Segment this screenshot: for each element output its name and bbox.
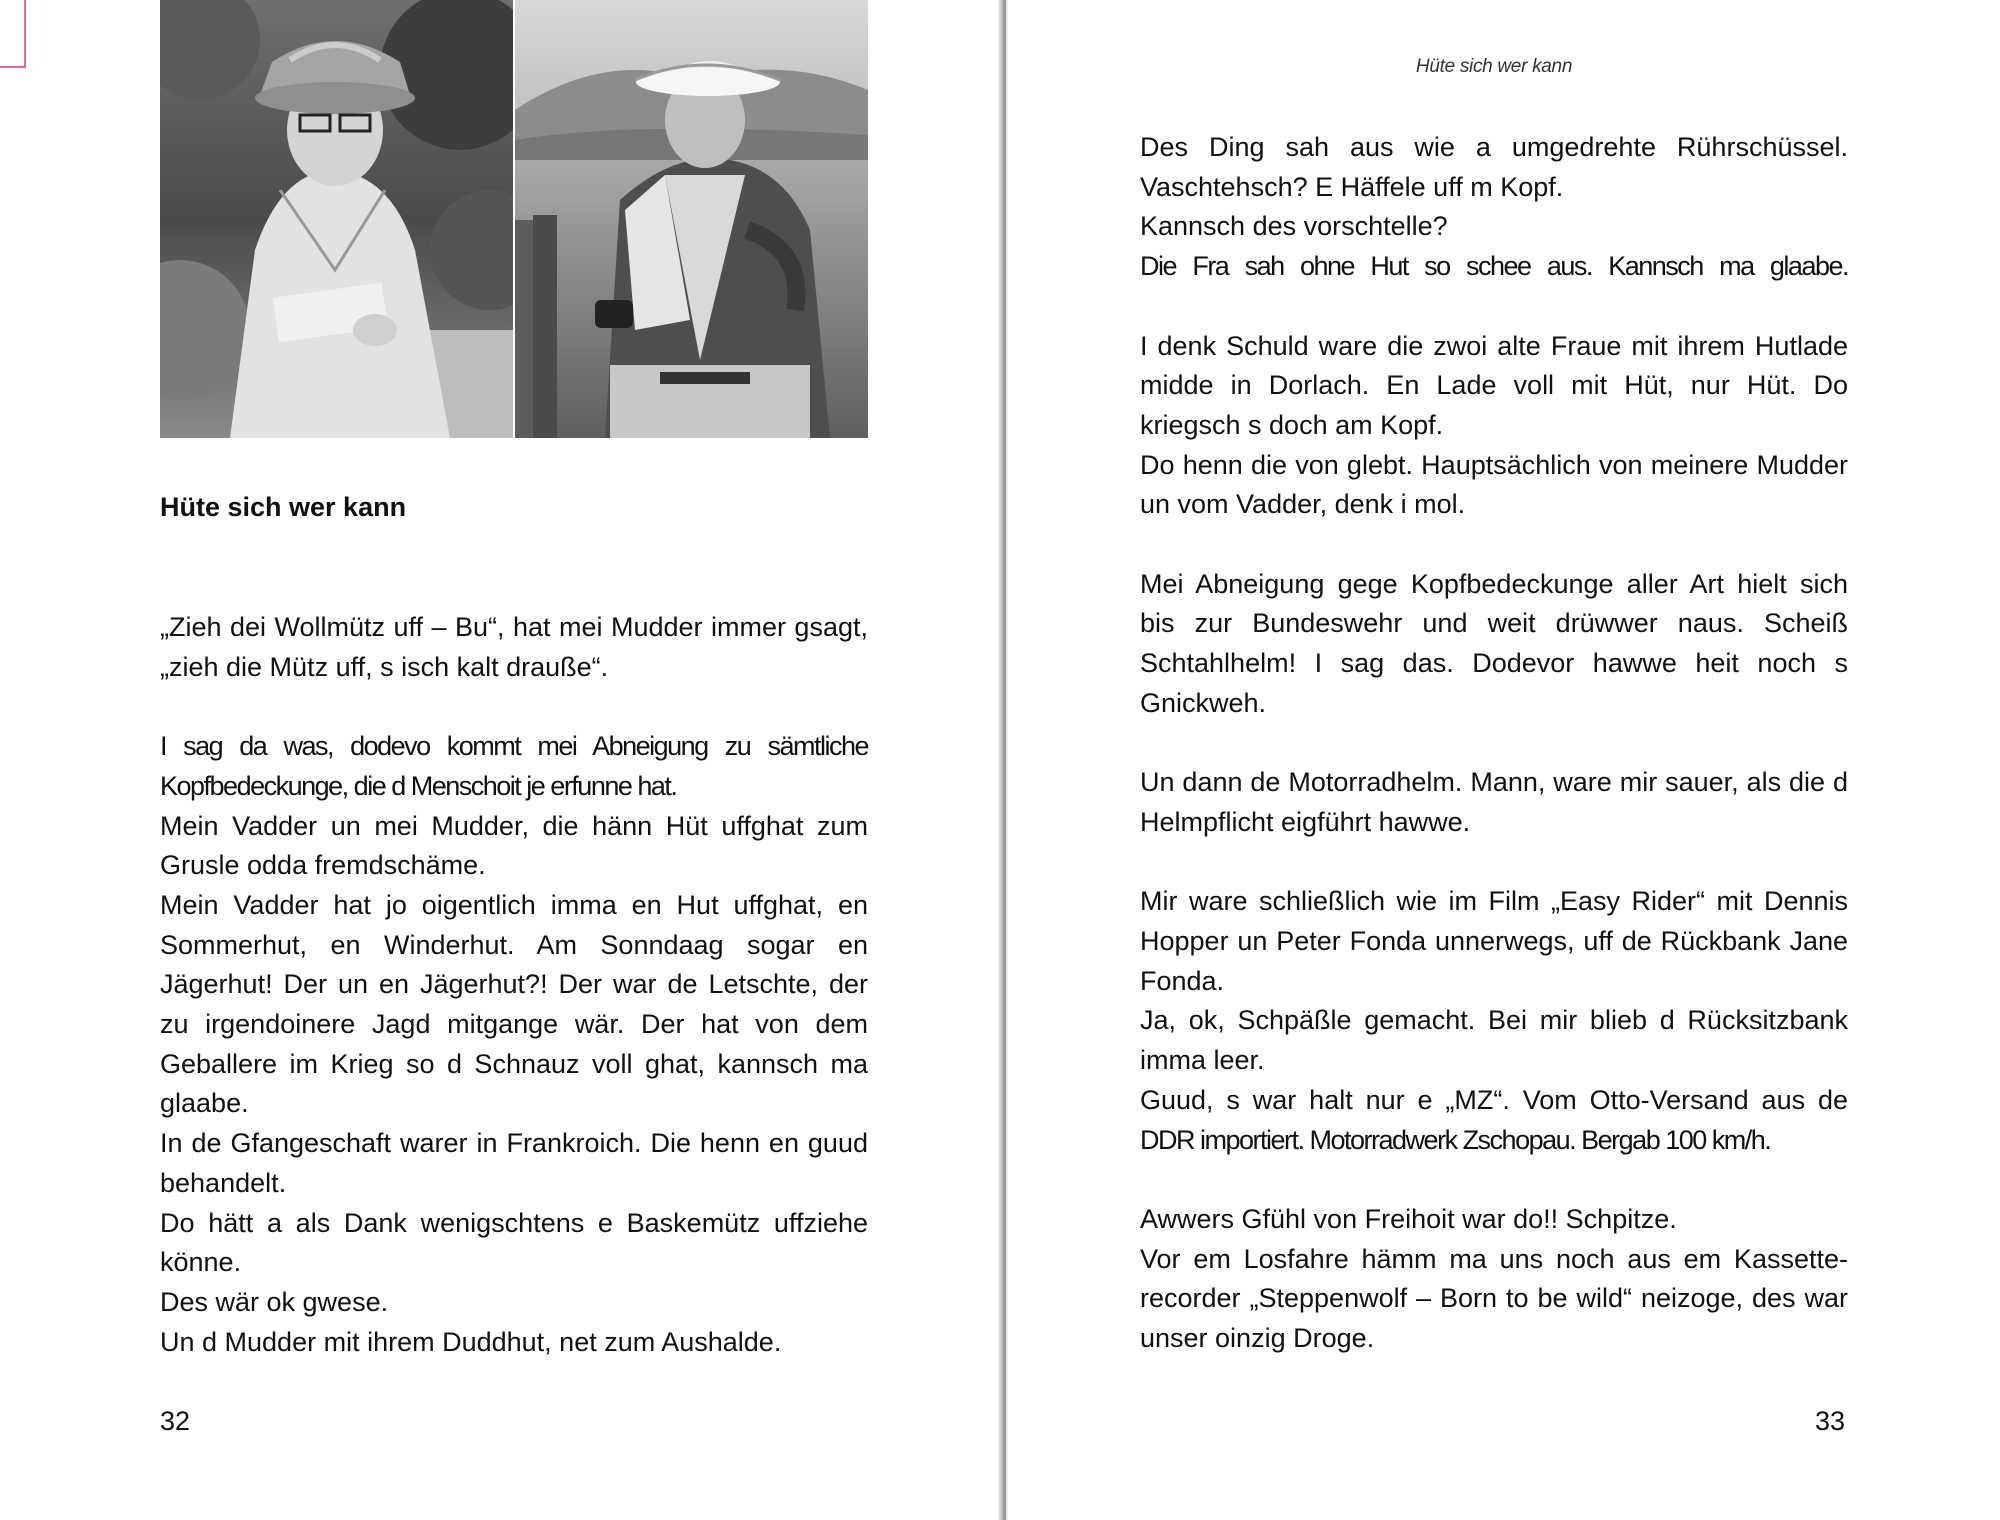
paragraph-gap [1140,843,1848,883]
left-body-text [160,608,868,1362]
right-paragraph-5-line-3: Guud, s war halt nur e „MZ“. Vom Otto-Versand aus de [1140,1084,1848,1115]
left-paragraph-2-line-2: Mein Vadder un mei Mudder, die hänn Hüt uffghat zum Grusle odda fremdschäme. [160,810,868,881]
right-paragraph-5-line-1: Mir ware schließlich wie im Film „Easy Rider“ mit Dennis Hopper un Peter Fonda unnerwegs, uff de Rückbank Jane Fonda. [1140,886,1848,996]
left-paragraph-2-line-1: I sag da was, dodevo kommt mei Abneigung zu sämtliche Kopfbedeckunge, die d Menschoit je erfunne hat. [160,731,868,801]
paragraph-gap [1140,287,1848,327]
right-paragraph-1-line-2: Vaschtehsch? E Häffele uff m Kopf. [1140,171,1564,202]
right-paragraph-5-line-4: DDR importiert. Motorradwerk Zschopau. Bergab 100 km/h. [1140,1124,1771,1155]
right-paragraph-4: Un dann de Motorradhelm. Mann, ware mir sauer, als die d Helmpflicht eigführt hawwe. [1140,767,1848,837]
left-paragraph-2-line-6: Des wär ok gwese. [160,1286,389,1317]
paragraph-gap [1140,724,1848,764]
running-head: Hüte sich wer kann [1415,56,1573,77]
right-paragraph-1-line-3: Kannsch des vorschtelle? [1140,211,1448,242]
right-paragraph-6-line-1: Awwers Gfühl von Freihoit war do!! Schpitze. [1140,1203,1677,1234]
gutter-fold-line [1003,0,1006,1520]
right-paragraph-2-line-2: Do henn die von glebt. Hauptsächlich von meinere Mudder un vom Vadder, denk i mol. [1140,449,1848,520]
photo-pair [160,0,868,438]
left-paragraph-1: „Zieh dei Wollmütz uff – Bu“, hat mei Mudder immer gsagt, „zieh die Mütz uff, s isch kalt drauße“. [160,612,868,682]
left-paragraph-2-line-5: Do hätt a als Dank wenigschtens e Baskemütz uffziehe könne. [160,1207,868,1278]
right-paragraph-3: Mei Abneigung gege Kopfbedeckunge aller Art hielt sich bis zur Bundeswehr und weit drüwwer naus. Scheiß Schtahlhelm! I sag das. Dodevor hawwe heit noch s Gnickweh. [1140,568,1848,718]
left-paragraph-2-line-4: In de Gfangeschaft warer in Frankroich. Die henn en guud behandelt. [160,1128,868,1198]
right-paragraph-1-line-4: Die Fra sah ohne Hut so schee aus. Kannsch ma glaabe. [1140,251,1848,282]
right-body-text [1140,128,1848,1359]
paragraph-gap [160,687,868,727]
right-paragraph-6-line-2: Vor em Losfahre hämm ma uns noch aus em Kassetterecorder „Steppenwolf – Born to be wild“ neizoge, des war unser oinzig Droge. [1140,1243,1848,1354]
left-paragraph-2-line-3: Mein Vadder hat jo oigentlich imma en Hut uffghat, en Sommerhut, en Winderhut. Am Sonndaag sogar en Jägerhut! Der un en Jägerhut?! Der war de Letschte, der zu irgendoinere Jagd mitgange wär. Der hat von dem Geballere im Krieg so d Schnauz voll ghat, kannsch ma glaabe. [160,889,868,1119]
right-paragraph-1-line-1: Des Ding sah aus wie a umgedrehte Rührschüssel. [1140,132,1848,162]
paragraph-gap [1140,1160,1848,1200]
photo-woman-in-hat [160,0,513,438]
page-number-right: 33 [1815,1406,1846,1436]
right-paragraph-2-line-1: I denk Schuld ware die zwoi alte Fraue mit ihrem Hutlade midde in Dorlach. En Lade voll mit Hüt, nur Hüt. Do kriegsch s doch am Kopf. [1140,330,1848,440]
chapter-title: Hüte sich wer kann [160,492,407,522]
right-paragraph-5-line-2: Ja, ok, Schpäßle gemacht. Bei mir blieb d Rücksitzbank imma leer. [1140,1005,1848,1076]
paragraph-gap [1140,525,1848,565]
page-number-left: 32 [160,1406,191,1436]
left-paragraph-2-line-7: Un d Mudder mit ihrem Duddhut, net zum Aushalde. [160,1326,782,1357]
photo-man-with-binoculars [515,0,868,438]
